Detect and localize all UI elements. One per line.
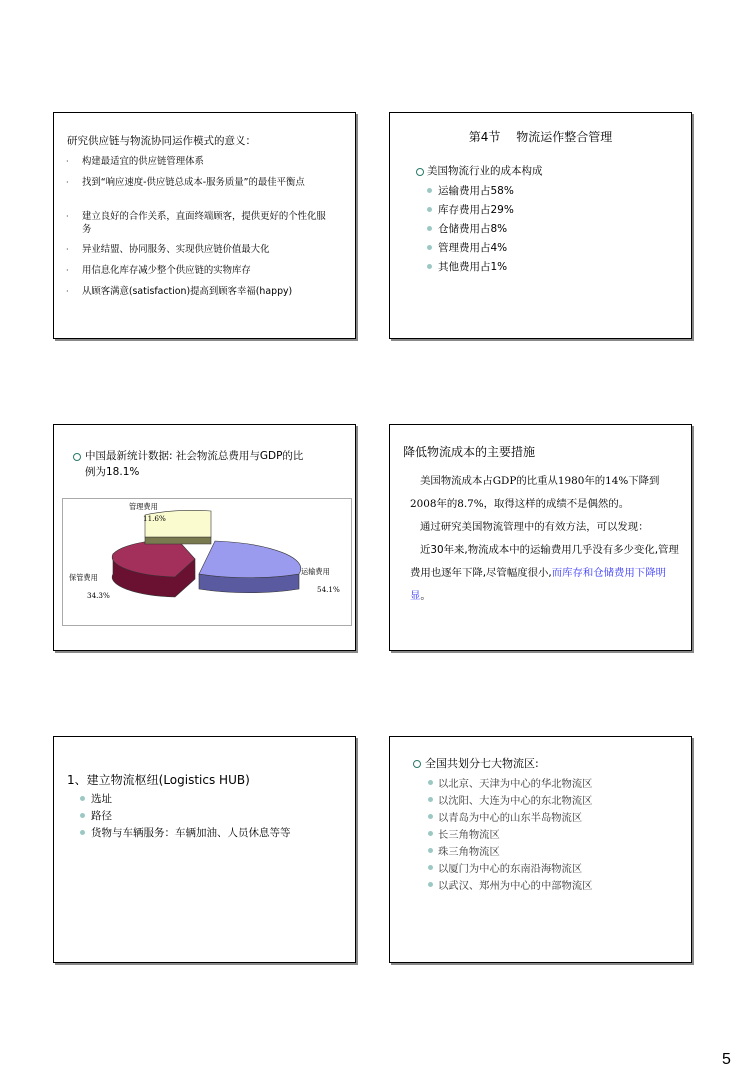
pie-chart [62, 498, 352, 626]
dot-bullet-icon [428, 882, 433, 887]
slide-6-item: 以厦门为中心的东南沿海物流区 [438, 863, 583, 875]
slide-5-item: 路径 [91, 810, 112, 822]
dot-bullet-icon [428, 814, 433, 819]
slide-1 [53, 112, 356, 339]
slide-1-item: · 用信息化库存减少整个供应链的实物库存 [66, 265, 251, 276]
slide-6-item: 长三角物流区 [438, 829, 500, 841]
dot-bullet-icon [428, 831, 433, 836]
dot-bullet-icon [80, 796, 85, 801]
slide-1-item: · 异业结盟、协同服务、实现供应链价值最大化 [66, 244, 270, 255]
dot-bullet-icon [428, 797, 433, 802]
label-transport: 运输费用 [301, 567, 330, 576]
label-admin: 管理费用 [129, 502, 158, 511]
slide-1-item: · 找到“响应速度-供应链总成本-服务质量”的最佳平衡点 [66, 177, 305, 188]
ring-bullet-icon [73, 453, 81, 461]
slide-6-item: 以青岛为中心的山东半岛物流区 [438, 812, 583, 824]
slide-4-paragraph-1: 美国物流成本占GDP的比重从1980年的14%下降到2008年的8.7%，取得这样的成绩不是偶然的。 [410, 475, 660, 510]
bullet-icon: · [66, 266, 69, 275]
pie-chart-svg [63, 499, 351, 625]
slide-6-item: 以沈阳、大连为中心的东北物流区 [438, 795, 593, 807]
slide-6-item: 以武汉、郑州为中心的中部物流区 [438, 880, 593, 892]
slide-4-paragraph-2: 通过研究美国物流管理中的有效方法，可以发现： [420, 521, 649, 533]
dot-bullet-icon [427, 207, 432, 212]
slide-2-item: 运输费用占58% [438, 185, 514, 197]
slide-2-item: 其他费用占1% [438, 261, 508, 273]
slide-1-item: · 构建最适宜的供应链管理体系 [66, 156, 204, 167]
slide-1-item: · 建立良好的合作关系，直面终端顾客，提供更好的个性化服务 [66, 211, 326, 235]
slide-5-item: 货物与车辆服务：车辆加油、人员休息等等 [91, 827, 291, 839]
bullet-icon: · [66, 157, 69, 166]
slide-1-title: 研究供应链与物流协同运作模式的意义： [67, 135, 256, 147]
dot-bullet-icon [427, 226, 432, 231]
dot-bullet-icon [428, 848, 433, 853]
slice-transport-top [199, 541, 301, 578]
slide-6-item: 珠三角物流区 [438, 846, 500, 858]
value-transport: 54.1% [317, 585, 340, 594]
bullet-icon: · [66, 287, 69, 296]
ring-bullet-icon [413, 760, 421, 768]
slice-admin-side [145, 537, 211, 544]
slide-2-item: 库存费用占29% [438, 204, 514, 216]
bullet-icon: · [66, 178, 69, 187]
value-storage: 34.3% [87, 591, 110, 600]
dot-bullet-icon [428, 865, 433, 870]
slide-3-heading-line1: 中国最新统计数据: 社会物流总费用与GDP的比 [85, 450, 304, 462]
slide-5-title: 1、建立物流枢纽(Logistics HUB) [67, 773, 250, 787]
slide-6-item: 以北京、天津为中心的华北物流区 [438, 778, 593, 790]
slide-2-title: 第4节 物流运作整合管理 [468, 130, 613, 144]
slide-5 [53, 736, 356, 963]
slide-4-title: 降低物流成本的主要措施 [403, 445, 536, 459]
page-number: 5 [722, 1051, 731, 1068]
slide-2-heading: 美国物流行业的成本构成 [427, 165, 543, 177]
slide-2-item: 管理费用占4% [438, 242, 508, 254]
dot-bullet-icon [428, 780, 433, 785]
slide-6-heading: 全国共划分七大物流区: [425, 757, 539, 770]
value-admin: 11.6% [143, 514, 166, 523]
slide-4-paragraph-3: 近30年来,物流成本中的运输费用几乎没有多少变化,管理费用也逐年下降,尽管幅度很小,而库存和仓储费用下降明显。 [410, 544, 679, 602]
slide-3 [53, 424, 356, 651]
slide-3-heading-line2: 例为18.1% [85, 466, 140, 478]
slide-2 [389, 112, 692, 339]
slide-1-item: · 从顾客满意(satisfaction)提高到顾客幸福(happy) [66, 286, 293, 297]
dot-bullet-icon [427, 264, 432, 269]
slide-4 [389, 424, 692, 651]
dot-bullet-icon [427, 188, 432, 193]
bullet-icon: · [66, 212, 69, 221]
label-storage: 保管费用 [69, 573, 98, 582]
slide-2-item: 仓储费用占8% [438, 223, 508, 235]
ring-bullet-icon [416, 168, 424, 176]
dot-bullet-icon [80, 813, 85, 818]
dot-bullet-icon [80, 830, 85, 835]
bullet-icon: · [66, 245, 69, 254]
slide-5-item: 选址 [91, 793, 112, 805]
slide-6 [389, 736, 692, 963]
dot-bullet-icon [427, 245, 432, 250]
